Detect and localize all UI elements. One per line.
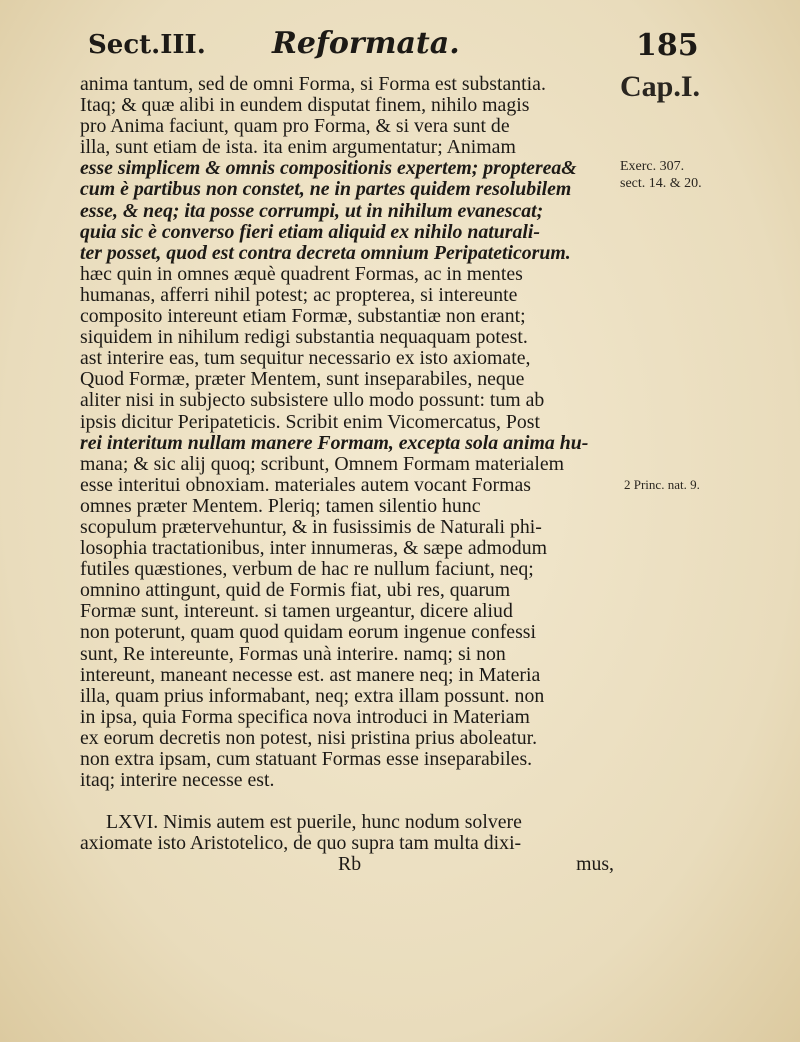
text-line: losophia tractationibus, inter innumeras, & sæpe admodum (80, 538, 547, 560)
catchword: mus, (576, 854, 614, 876)
text-line: quia sic è converso fieri etiam aliquid ex nihilo naturali- (80, 221, 540, 243)
text-line: non extra ipsam, cum statuant Formas esse inseparabiles. (80, 749, 533, 770)
margin-note-princ: 2 Princ. nat. 9. (624, 477, 700, 492)
text-line: illa, sunt etiam de ista. ita enim argumentatur; Animam (80, 137, 516, 159)
text-line: cum è partibus non constet, ne in partes quidem resolubilem (80, 179, 572, 201)
text-line: futiles quæstiones, verbum de hac re nullum faciunt, neq; (80, 559, 534, 581)
text-line: aliter nisi in subjecto subsistere ullo modo possunt: tum ab (80, 390, 545, 412)
section-label: Sect.III. (88, 30, 206, 60)
text-line: composito intereunt etiam Formæ, substantiæ non erant; (80, 306, 526, 328)
text-line: esse interitui obnoxiam. materiales autem vocant Formas (80, 474, 531, 496)
margin-note-exerc-line2: sect. 14. & 20. (620, 176, 702, 191)
margin-note-exerc-line1: Exerc. 307. (620, 159, 685, 174)
text-line: ter posset, quod est contra decreta omnium Peripateticorum. (80, 242, 571, 264)
text-line: intereunt, maneant necesse est. ast manere neq; in Materia (80, 664, 541, 686)
text-line: hæc quin in omnes æquè quadrent Formas, ac in mentes (80, 263, 523, 285)
page-number: 185 (636, 28, 699, 63)
text-line: esse, & neq; ita posse corrumpi, ut in nihilum evanescat; (80, 200, 544, 222)
margin-note-exerc (620, 158, 702, 192)
text-line: Itaq; & quæ alibi in eundem disputat finem, nihilo magis (80, 95, 530, 117)
paragraph-gap (80, 791, 620, 812)
running-header (0, 22, 800, 66)
text-line: LXVI. Nimis autem est puerile, hunc nodum solvere (106, 812, 522, 834)
text-line: non poterunt, quam quod quidam eorum ingenue confessi (80, 622, 536, 644)
text-line: in ipsa, quia Forma specifica nova introduci in Materiam (80, 706, 530, 728)
signature-mark: Rb (338, 854, 362, 876)
text-line: omnes præter Mentem. Pleriq; tamen silentio hunc (80, 495, 481, 517)
text-line: omnino attingunt, quid de Formis fiat, ubi res, quarum (80, 580, 511, 602)
text-line: Quod Formæ, præter Mentem, sunt inseparabiles, neque (80, 369, 525, 391)
text-line: ast interire eas, tum sequitur necessario ex isto axiomate, (80, 348, 531, 370)
text-line: rei interitum nullam manere Formam, excepta sola anima hu- (80, 432, 589, 454)
text-line: axiomate isto Aristotelico, de quo supra tam multa dixi- (80, 833, 522, 855)
text-line: sunt, Re intereunte, Formas unà interire. namq; si non (80, 643, 506, 665)
text-line: siquidem in nihilum redigi substantia nequaquam potest. (80, 327, 528, 349)
text-line: ex eorum decretis non potest, nisi pristina prius aboleatur. (80, 727, 538, 749)
text-line: ipsis dicitur Peripateticis. Scribit enim Vicomercatus, Post (80, 411, 540, 433)
text-line: pro Anima faciunt, quam pro Forma, & si vera sunt de (80, 116, 510, 138)
text-line: anima tantum, sed de omni Forma, si Forma est substantia. (80, 74, 546, 95)
text-line: esse simplicem & omnis compositionis expertem; propterea& (80, 158, 577, 180)
text-line: mana; & sic alij quoq; scribunt, Omnem Formam materialem (80, 453, 564, 475)
text-line: illa, quam prius informabant, neq; extra illam possunt. non (80, 685, 545, 707)
running-title: Reformata. (272, 26, 460, 61)
margin-chapter-label: Cap.I. (620, 70, 701, 103)
text-line: Formæ sunt, intereunt. si tamen urgeantur, dicere aliud (80, 601, 513, 623)
text-line: humanas, afferri nihil potest; ac propterea, si intereunte (80, 284, 518, 306)
body-text (80, 74, 620, 876)
text-line: scopulum prætervehuntur, & in fusissimis de Naturali phi- (80, 516, 542, 538)
footer-line (80, 854, 620, 875)
text-line: itaq; interire necesse est. (80, 770, 275, 792)
